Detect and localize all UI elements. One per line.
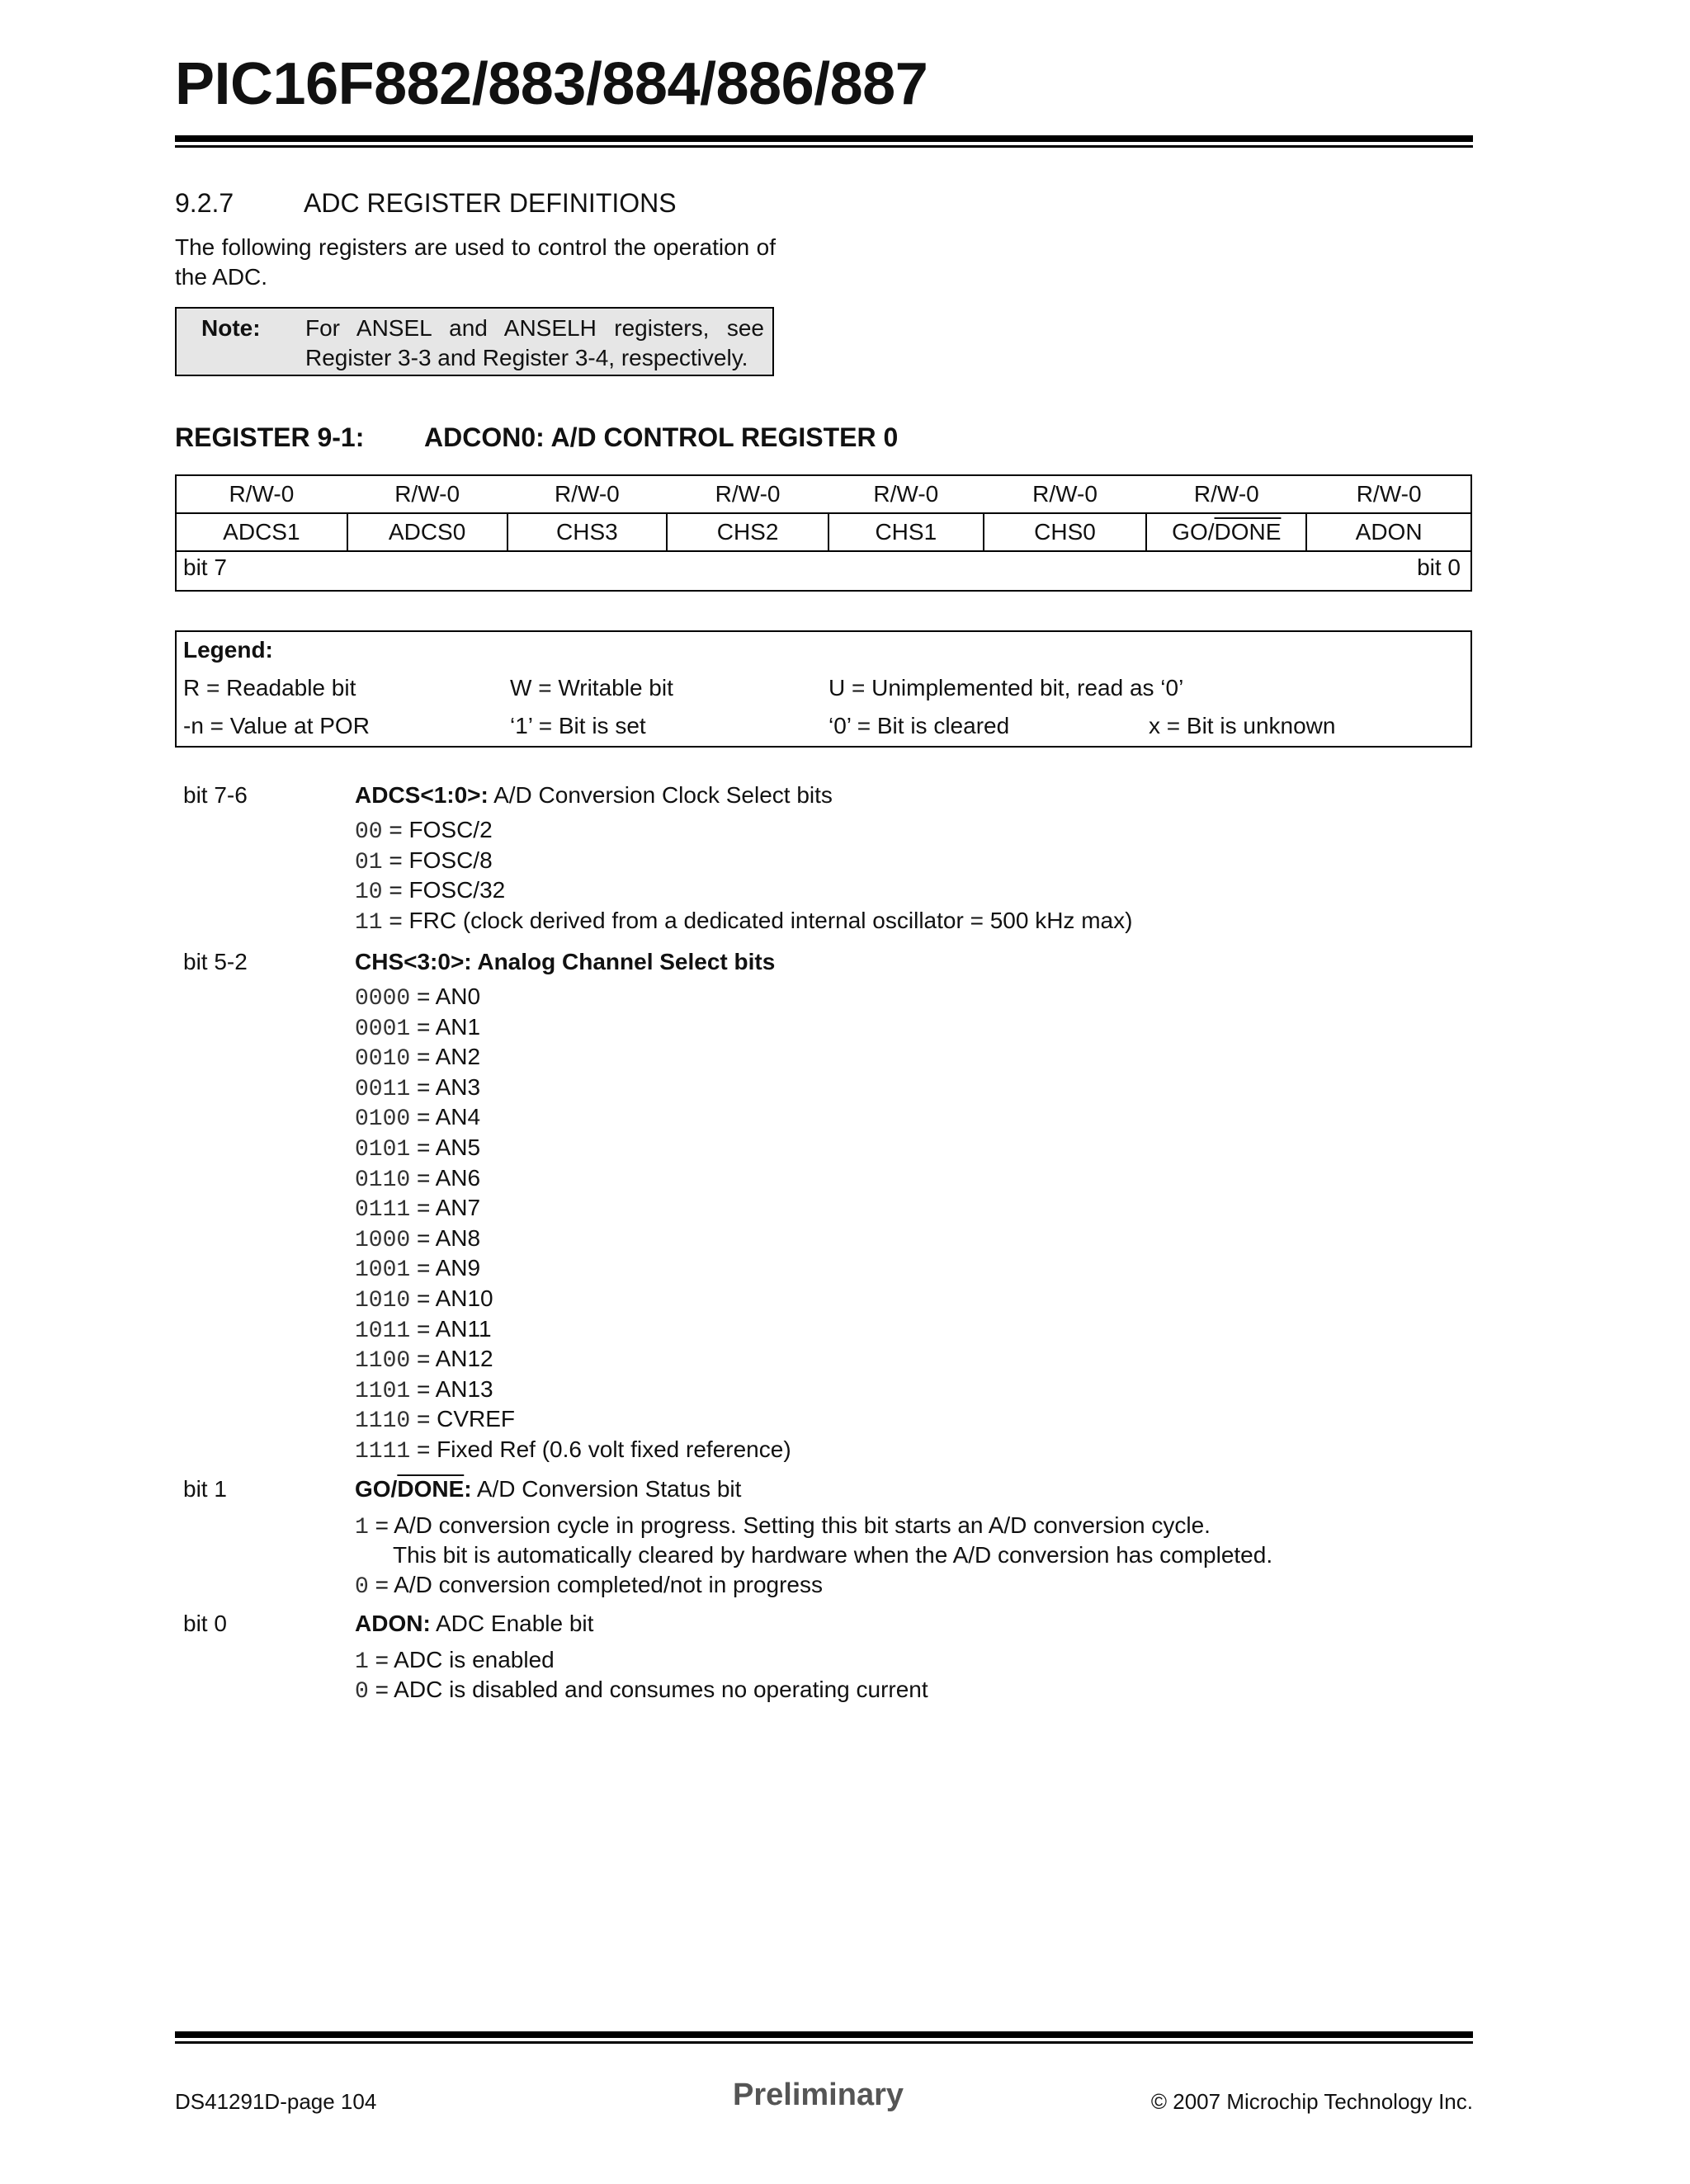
adon-name: ADON:: [355, 1611, 431, 1636]
bit3-attr: R/W-0: [828, 475, 984, 513]
adcs-name: ADCS<1:0>:: [355, 782, 489, 808]
chs-item-code: 1001: [355, 1257, 411, 1284]
chs-item-text: = AN10: [410, 1285, 493, 1311]
chs-item: [355, 1134, 480, 1163]
godone-desc: A/D Conversion Status bit: [471, 1476, 742, 1502]
chs-item-code: 0001: [355, 1016, 411, 1042]
adcs-item-code: 00: [355, 819, 383, 845]
godone-zero-code: 0: [355, 1574, 369, 1600]
chs-item: [355, 1044, 480, 1072]
adcs-description: [355, 782, 833, 809]
chs-item-text: = AN11: [410, 1315, 492, 1342]
godone-one-text: = A/D conversion cycle in progress. Setting this bit starts an A/D conversion cycle.: [368, 1512, 1211, 1538]
adcs-item: [355, 847, 493, 875]
adcs-item-text: = FOSC/32: [382, 877, 506, 903]
legend-writable: W = Writable bit: [510, 675, 673, 700]
adcs-item: [355, 877, 505, 905]
godone-one: [355, 1512, 1211, 1540]
chs-item: [355, 1104, 480, 1132]
chs-item-text: = CVREF: [410, 1406, 516, 1432]
adcs-item-code: 01: [355, 849, 383, 875]
chs-item-code: 1011: [355, 1318, 411, 1344]
adcs-item-text: = FOSC/2: [382, 817, 493, 842]
adon-one: [355, 1647, 555, 1675]
document-title: PIC16F882/883/884/886/887: [175, 51, 928, 117]
chs-item-text: = AN5: [410, 1134, 481, 1160]
note-label: Note:: [201, 315, 261, 341]
legend-set: ‘1’ = Bit is set: [510, 713, 646, 738]
adcs-desc: A/D Conversion Clock Select bits: [488, 782, 833, 808]
adon-zero-text: = ADC is disabled and consumes no operating current: [368, 1677, 928, 1702]
bit3-name: CHS1: [828, 513, 984, 551]
footer-copyright: © 2007 Microchip Technology Inc.: [1150, 2089, 1473, 2114]
chs-item-text: = AN3: [410, 1073, 481, 1100]
bit1-attr: R/W-0: [1146, 475, 1306, 513]
chs-item-code: 0101: [355, 1137, 411, 1163]
chs-item: [355, 1165, 480, 1193]
legend-box: [175, 630, 1472, 748]
chs-item-code: 0011: [355, 1076, 411, 1102]
section-number: 9.2.7: [175, 188, 234, 218]
legend-cleared: ‘0’ = Bit is cleared: [828, 713, 1010, 738]
chs-item: [355, 1255, 480, 1283]
bit-right-label: bit 0: [1417, 554, 1461, 580]
chs-item: [355, 1436, 791, 1465]
bit2-attr: R/W-0: [984, 475, 1147, 513]
bit2-name: CHS0: [984, 513, 1147, 551]
chs-item-code: 1111: [355, 1439, 411, 1465]
chs-item: [355, 1225, 480, 1253]
header-rule-thin: [175, 145, 1473, 148]
adcs-item-text: = FOSC/8: [382, 847, 493, 873]
footer-rule-thin: [175, 2041, 1473, 2044]
chs-item: [355, 1014, 480, 1042]
godone-bit-range: bit 1: [183, 1476, 227, 1502]
chs-item-text: = AN4: [410, 1104, 481, 1130]
chs-item: [355, 984, 480, 1012]
chs-item-code: 0111: [355, 1197, 411, 1224]
adcs-item-code: 10: [355, 880, 383, 905]
godone-one-code: 1: [355, 1515, 369, 1540]
register-number: REGISTER 9-1:: [175, 422, 365, 452]
chs-item-code: 0100: [355, 1106, 411, 1133]
bit0-name: ADON: [1306, 513, 1471, 551]
section-title: ADC REGISTER DEFINITIONS: [304, 188, 677, 218]
chs-item-code: 1110: [355, 1408, 411, 1435]
chs-item: [355, 1376, 493, 1404]
register-heading: [175, 422, 898, 453]
bit0-attr: R/W-0: [1306, 475, 1471, 513]
legend-title: Legend:: [183, 637, 273, 663]
bit7-name: ADCS1: [176, 513, 347, 551]
chs-item-text: = AN6: [410, 1164, 481, 1191]
chs-item-code: 0110: [355, 1167, 411, 1193]
chs-item-code: 0010: [355, 1046, 411, 1073]
adon-zero: [355, 1677, 928, 1705]
chs-item-text: = AN0: [410, 984, 481, 1009]
bit4-attr: R/W-0: [667, 475, 828, 513]
godone-name-go: GO/: [355, 1476, 398, 1502]
chs-item: [355, 1285, 493, 1314]
godone-one-continuation: This bit is automatically cleared by hardware when the A/D conversion has completed.: [393, 1542, 1273, 1568]
chs-item: [355, 1195, 480, 1223]
bit7-attr: R/W-0: [176, 475, 347, 513]
bit-name-row: [176, 513, 1471, 551]
adon-one-code: 1: [355, 1649, 369, 1675]
adon-desc: ADC Enable bit: [430, 1611, 594, 1636]
adon-zero-code: 0: [355, 1679, 369, 1705]
adcs-item: [355, 908, 1132, 936]
chs-item: [355, 1074, 480, 1102]
chs-item: [355, 1346, 493, 1374]
attribute-row: [176, 475, 1471, 513]
chs-item-code: 0000: [355, 986, 411, 1012]
bit6-attr: R/W-0: [347, 475, 507, 513]
chs-item-code: 1101: [355, 1378, 411, 1404]
chs-item-text: = AN12: [410, 1346, 493, 1372]
section-heading: [175, 188, 677, 219]
chs-item: [355, 1406, 515, 1434]
chs-item-code: 1010: [355, 1288, 411, 1314]
adon-one-text: = ADC is enabled: [368, 1647, 555, 1672]
chs-item-text: = AN9: [410, 1255, 481, 1281]
chs-item-text: = AN2: [410, 1044, 481, 1070]
note-text: For ANSEL and ANSELH registers, see Register 3-3 and Register 3-4, respectively.: [305, 315, 764, 370]
chs-item-text: = Fixed Ref (0.6 volt fixed reference): [410, 1436, 791, 1462]
chs-item-code: 1100: [355, 1348, 411, 1375]
legend-readable: R = Readable bit: [183, 675, 356, 700]
godone-name-colon: :: [464, 1476, 472, 1502]
bit1-name-done: DONE: [1214, 519, 1282, 545]
legend-unimplemented: U = Unimplemented bit, read as ‘0’: [828, 675, 1184, 700]
register-table: [175, 474, 1472, 552]
godone-name-done: DONE: [397, 1476, 465, 1502]
register-title: ADCON0: A/D CONTROL REGISTER 0: [424, 422, 899, 452]
chs-item: [355, 1316, 492, 1344]
godone-zero: [355, 1572, 823, 1600]
chs-item-text: = AN8: [410, 1224, 481, 1251]
chs-item-text: = AN13: [410, 1375, 493, 1402]
adcs-item: [355, 817, 493, 845]
intro-paragraph: The following registers are used to control the operation of the ADC.: [175, 234, 776, 290]
bit1-name-go: GO/: [1172, 519, 1215, 545]
adon-bit-range: bit 0: [183, 1611, 227, 1636]
chs-bit-range: bit 5-2: [183, 949, 248, 974]
bit6-name: ADCS0: [347, 513, 507, 551]
adcs-bit-range: bit 7-6: [183, 782, 248, 808]
footer-rule-thick: [175, 2031, 1473, 2038]
chs-title: CHS<3:0>: Analog Channel Select bits: [355, 949, 776, 974]
godone-zero-text: = A/D conversion completed/not in progress: [368, 1572, 823, 1597]
bit5-name: CHS3: [507, 513, 668, 551]
chs-item-text: = AN7: [410, 1195, 481, 1221]
note-box: [175, 307, 774, 376]
adon-description: [355, 1611, 593, 1637]
adcs-item-code: 11: [355, 909, 383, 936]
legend-unknown: x = Bit is unknown: [1149, 713, 1336, 738]
chs-item-text: = AN1: [410, 1013, 481, 1040]
godone-description: [355, 1476, 741, 1502]
footer-status: Preliminary: [733, 2078, 904, 2112]
chs-item-code: 1000: [355, 1227, 411, 1253]
bit1-name: [1146, 513, 1306, 551]
footer-page-number: DS41291D-page 104: [175, 2089, 377, 2114]
adcs-item-text: = FRC (clock derived from a dedicated internal oscillator = 500 kHz max): [382, 907, 1133, 933]
bit-left-label: bit 7: [183, 554, 227, 580]
bit5-attr: R/W-0: [507, 475, 668, 513]
bit4-name: CHS2: [667, 513, 828, 551]
legend-por: -n = Value at POR: [183, 713, 370, 738]
header-rule-thick: [175, 135, 1473, 142]
